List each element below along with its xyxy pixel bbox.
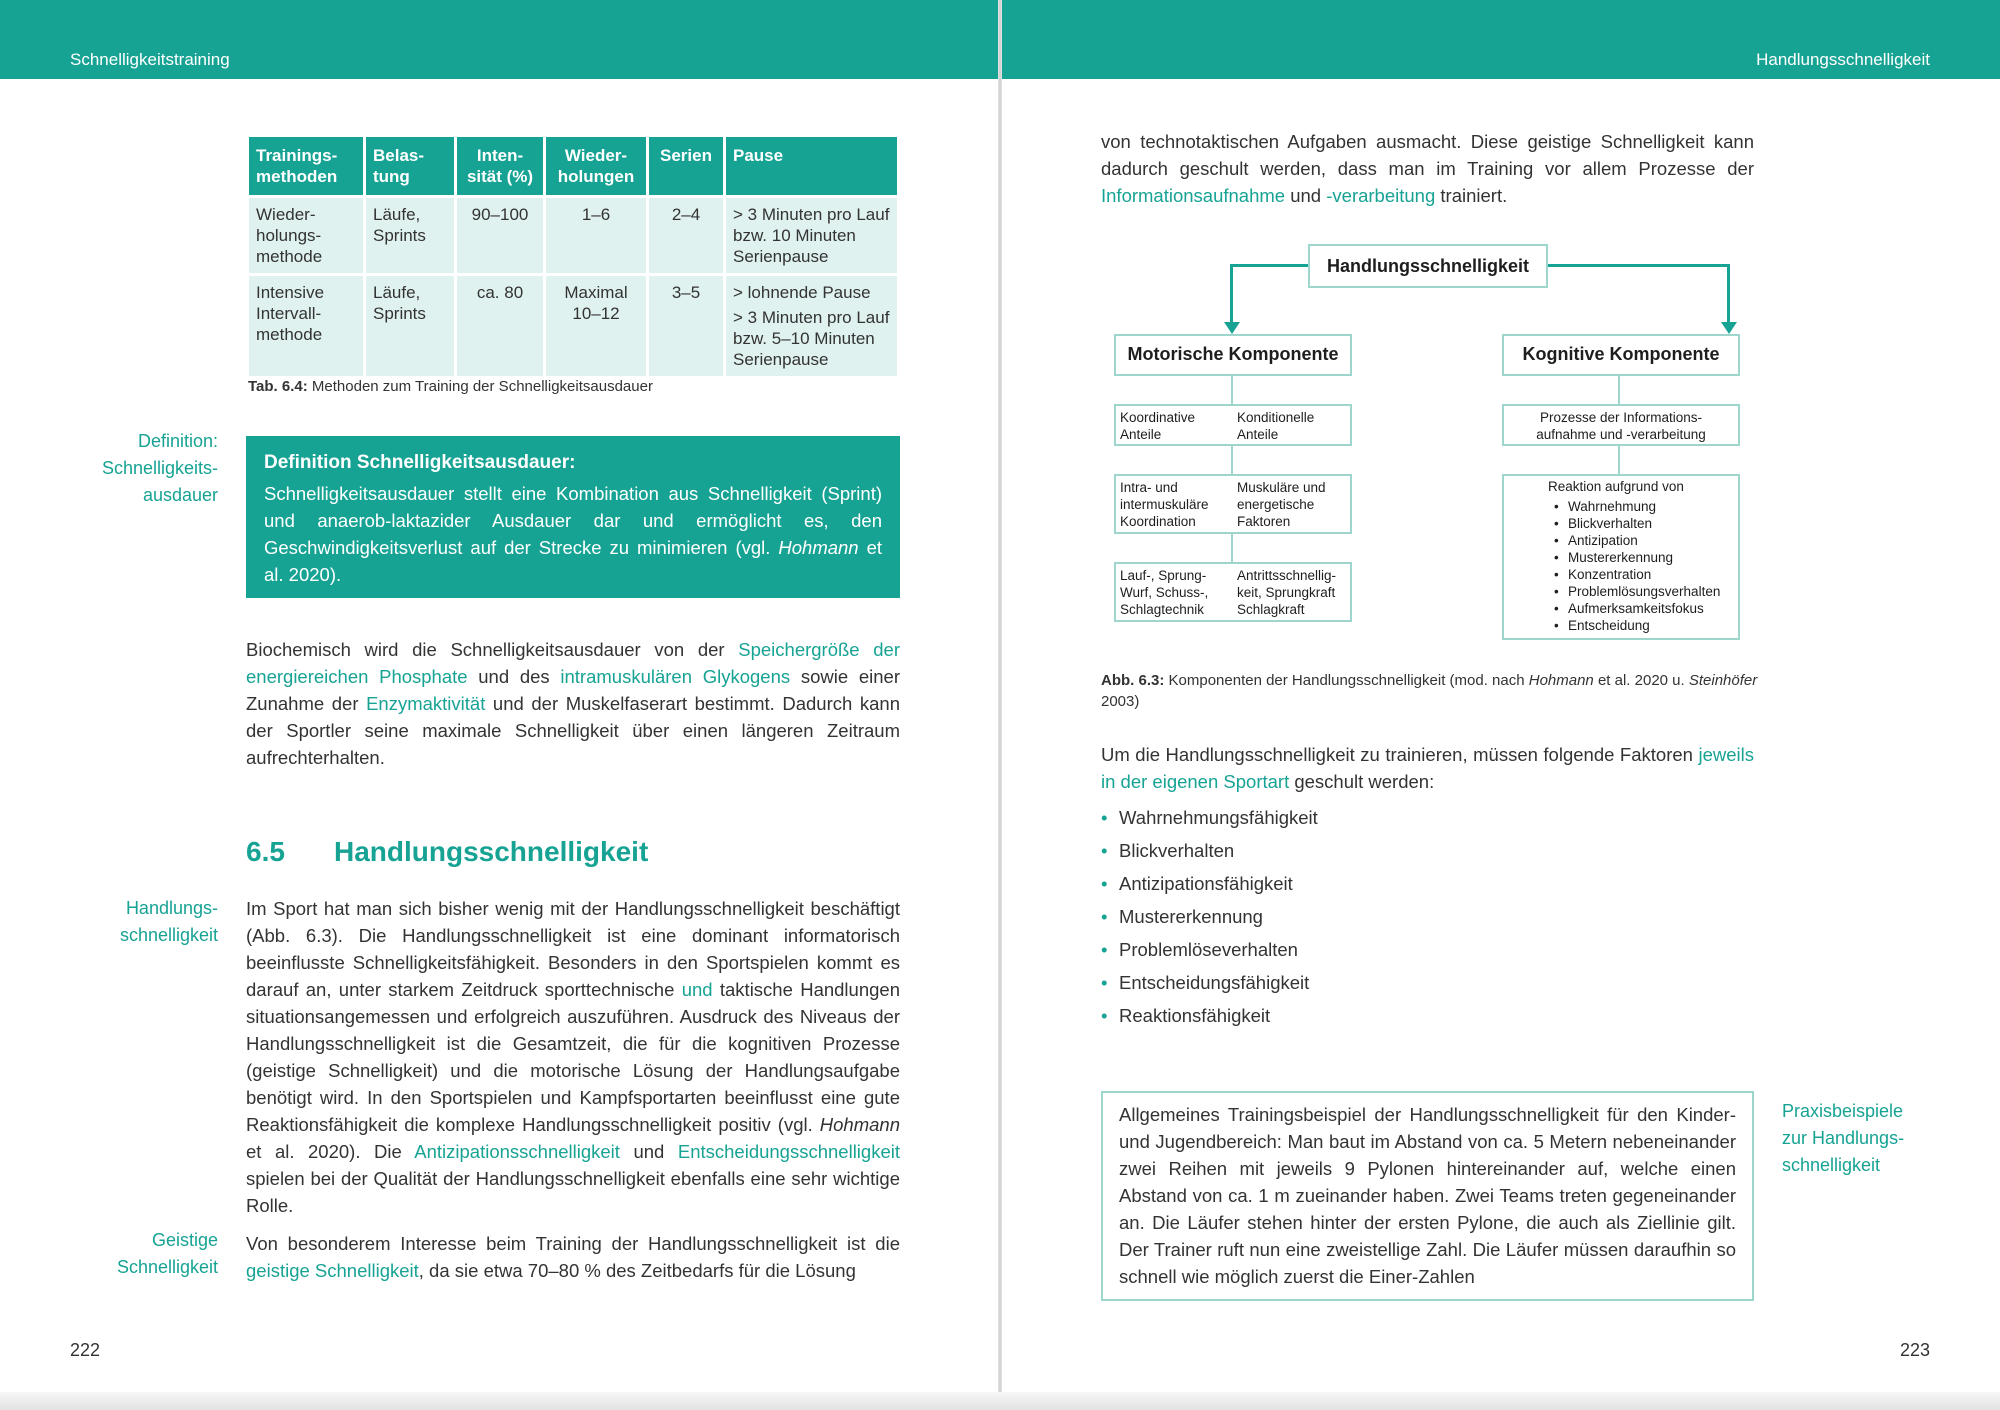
glossary-term[interactable]: Antizipationsschnelligkeit: [414, 1141, 620, 1162]
diagram-motor-row: [1114, 404, 1352, 446]
paragraph-biochemistry: [246, 636, 900, 771]
table-cell: Wieder- holungs- methode: [249, 198, 363, 273]
table-header-cell: Pause: [726, 137, 897, 195]
table-row: [249, 276, 897, 376]
diagram-cell: Intra- und intermuskuläre Koordination: [1120, 480, 1209, 529]
list-item: • Problemlösungsverhalten: [1558, 583, 1738, 600]
table-cell: Intensive Intervall- methode: [249, 276, 363, 376]
margin-note-geistige: Geistige Schnelligkeit: [116, 1230, 218, 1277]
pause-text: > 3 Minuten pro Lauf bzw. 5–10 Minuten Serienpause: [733, 308, 890, 369]
paragraph-intro-right: [1101, 128, 1754, 209]
paragraph-text: Im Sport hat man sich bisher wenig mit der Handlungsschnelligkeit beschäftigt (Abb. 6.3). Die Handlungsschnelligkeit ist eine dominant informatorisch beeinflusste Schnelligkeitsfähigkeit. Besonders in den Sportspielen kommt es darauf an, unter starkem Zeitdruck sporttechnische: [246, 898, 900, 1000]
paragraph-text: et al. 2020). Die: [246, 1141, 415, 1162]
page-number-right: 223: [1899, 1340, 1930, 1360]
glossary-term[interactable]: Informationsaufnahme: [1101, 185, 1286, 206]
definition-text: Schnelligkeitsausdauer stellt eine Kombination aus Schnelligkeit (Sprint) und anaerob-laktazider Ausdauer dar und ermöglicht es, den Geschwindigkeitsverlust auf der Strecke zu minimieren (vgl.: [264, 483, 882, 558]
diagram-cell: Lauf-, Sprung- Wurf, Schuss-, Schlagtechnik: [1120, 568, 1209, 617]
list-item: • Reaktionsfähigkeit: [1101, 999, 1318, 1032]
left-page-header: [0, 0, 998, 79]
paragraph-text: , da sie etwa 70–80 % des Zeitbedarfs für die Lösung: [418, 1260, 856, 1281]
table-header-cell: Trainings- methoden: [249, 137, 363, 195]
list-item: • Entscheidungsfähigkeit: [1101, 966, 1318, 999]
list-item: • Konzentration: [1558, 566, 1738, 583]
section-number: 6.5: [246, 836, 285, 867]
glossary-term[interactable]: Enzymaktivität: [366, 693, 486, 714]
paragraph-text: und: [619, 1141, 678, 1162]
table-row: [249, 198, 897, 273]
diagram-cell: Antrittsschnellig- keit, Sprungkraft Schlagkraft: [1237, 568, 1337, 617]
diagram-motor-row: [1114, 474, 1352, 534]
diagram-cell-title: Reaktion aufgrund von: [1548, 479, 1684, 494]
section-heading: [246, 836, 648, 868]
list-item: • Antizipationsfähigkeit: [1101, 867, 1318, 900]
definition-box: [246, 436, 900, 598]
citation-author: Hohmann: [819, 1114, 900, 1135]
table-cell: 90–100: [457, 198, 543, 273]
left-running-head: Schnelligkeitstraining: [70, 50, 230, 69]
right-page-header: [1002, 0, 2000, 79]
citation-author: Hohmann: [1528, 672, 1594, 689]
paragraph-text: spielen bei der Qualität der Handlungsschnelligkeit ebenfalls eine sehr wichtige Rolle.: [246, 1168, 900, 1216]
table-cell: Maximal 10–12: [546, 276, 646, 376]
definition-text: et al. 2020).: [264, 537, 882, 585]
figure-caption-text: Komponenten der Handlungsschnelligkeit (mod. nach: [1164, 672, 1529, 689]
list-item: • Wahrnehmungsfähigkeit: [1101, 801, 1318, 834]
arrow-down-icon: [1721, 322, 1737, 334]
list-item: • Problemlöseverhalten: [1101, 933, 1318, 966]
paragraph-handlung: [246, 895, 900, 1219]
paragraph-text: und: [1285, 185, 1327, 206]
paragraph-text: trainiert.: [1435, 185, 1508, 206]
paragraph-text: Um die Handlungsschnelligkeit zu trainieren, müssen folgende Faktoren: [1101, 744, 1699, 765]
paragraph-text: sowie einer Zunahme der: [246, 666, 900, 714]
table-header-row: [249, 137, 897, 195]
page-edge-shadow: [0, 1392, 2000, 1410]
table-caption: [248, 378, 653, 395]
table-caption-text: Methoden zum Training der Schnelligkeitsausdauer: [307, 378, 653, 395]
pause-text: > 3 Minuten pro Lauf bzw. 10 Minuten Serienpause: [733, 205, 890, 266]
paragraph-text: und des: [467, 666, 561, 687]
list-item: • Blickverhalten: [1558, 515, 1738, 532]
connector-line: [1544, 264, 1730, 267]
definition-title: Definition Schnelligkeitsausdauer:: [264, 452, 576, 473]
paragraph-text: von technotaktischen Aufgaben ausmacht. Diese geistige Schnelligkeit kann dadurch geschult werden, dass man im Training vor allem Prozesse der: [1101, 131, 1754, 179]
paragraph-text: Von besonderem Interesse beim Training der Handlungsschnelligkeit ist die: [246, 1233, 900, 1254]
methods-table: [246, 134, 900, 379]
diagram-motor-row: [1114, 562, 1352, 622]
table-cell: 3–5: [649, 276, 723, 376]
factors-list: [1101, 801, 1318, 1032]
paragraph-factors-intro: [1101, 741, 1754, 795]
paragraph-text: geschult werden:: [1289, 771, 1435, 792]
table-cell: Läufe, Sprints: [366, 276, 454, 376]
diagram-reaction-list: [1504, 498, 1738, 634]
list-item: • Mustererkennung: [1558, 549, 1738, 566]
diagram-cell: Koordinative Anteile: [1120, 410, 1196, 442]
table-cell: ca. 80: [457, 276, 543, 376]
diagram-cognitive-reaction: [1502, 474, 1740, 640]
diagram-cell: Muskuläre und energetische Faktoren: [1237, 480, 1326, 529]
page-number-left: 222: [70, 1340, 101, 1360]
glossary-term[interactable]: geistige Schnelligkeit: [246, 1260, 419, 1281]
definition-body: [264, 480, 882, 588]
glossary-term[interactable]: Entscheidungsschnelligkeit: [677, 1141, 900, 1162]
section-title: Handlungsschnelligkeit: [334, 836, 649, 867]
glossary-term[interactable]: Speichergröße der energiereichen Phosphate: [246, 639, 900, 687]
figure-caption: [1101, 670, 1761, 712]
list-item: • Wahrnehmung: [1558, 498, 1738, 515]
diagram-motor-label: Motorische Komponente: [1127, 344, 1339, 364]
diagram-cognitive-process: [1502, 404, 1740, 446]
diagram-cognitive-box: [1502, 334, 1740, 376]
glossary-term[interactable]: -verarbeitung: [1326, 185, 1436, 206]
pause-text: > lohnende Pause: [733, 283, 871, 302]
figure-caption-text: et al. 2020 u.: [1593, 672, 1689, 689]
paragraph-geistige: [246, 1230, 900, 1284]
connector-line: [1727, 264, 1730, 326]
margin-note-definition: Definition: Schnelligkeits- ausdauer: [101, 431, 218, 505]
list-item: • Mustererkennung: [1101, 900, 1318, 933]
diagram-motor-box: [1114, 334, 1352, 376]
figure-caption-text: 2003): [1101, 693, 1140, 710]
margin-note-praxis: Praxisbeispiele zur Handlungs- schnelligkeit: [1782, 1101, 1905, 1175]
diagram-cell: Prozesse der Informations- aufnahme und -verarbeitung: [1536, 410, 1706, 442]
table-caption-label: Tab. 6.4:: [248, 378, 308, 395]
right-running-head: Handlungsschnelligkeit: [1756, 50, 1930, 69]
paragraph-text: taktische Handlungen situationsangemessen und erfolgreich auszuführen. Ausdruck des Niveaus der Handlungsschnelligkeit ist die Gesamtzeit, die für die kognitiven Prozesse (geistige Schnelligkeit) und die motorische Lösung der Handlungsaufgabe benötigt wird. In den Sportspielen und Kampfsportarten beeinflusst eine gute Reaktionsfähigkeit die komplexe Handlungsschnelligkeit positiv (vgl.: [246, 979, 900, 1135]
list-item: • Blickverhalten: [1101, 834, 1318, 867]
list-item: • Antizipation: [1558, 532, 1738, 549]
table-header-cell: Inten- sität (%): [457, 137, 543, 195]
citation-author: Steinhöfer: [1688, 672, 1758, 689]
connector-line: [1230, 264, 1233, 326]
citation-author: Hohmann: [778, 537, 859, 558]
diagram-cell: Konditionelle Anteile: [1237, 410, 1315, 442]
figure-caption-label: Abb. 6.3:: [1101, 672, 1165, 689]
paragraph-text: und der Muskelfaserart bestimmt. Dadurch kann der Sportler seine maximale Schnelligkeit über einen längeren Zeitraum aufrechterhalten.: [246, 693, 900, 768]
glossary-term[interactable]: und: [681, 979, 713, 1000]
table-cell: [726, 276, 897, 376]
glossary-term[interactable]: intramuskulären Glykogens: [560, 666, 791, 687]
table-cell: 1–6: [546, 198, 646, 273]
table-cell: Läufe, Sprints: [366, 198, 454, 273]
margin-note-handlung: Handlungs- schnelligkeit: [119, 898, 218, 945]
components-diagram: [1110, 244, 1750, 644]
list-item: • Aufmerksamkeitsfokus: [1558, 600, 1738, 617]
table-header-cell: Wieder- holungen: [546, 137, 646, 195]
diagram-cognitive-label: Kognitive Komponente: [1522, 344, 1720, 364]
table-cell: [726, 198, 897, 273]
table-header-cell: Serien: [649, 137, 723, 195]
table-cell: 2–4: [649, 198, 723, 273]
table-header-cell: Belas- tung: [366, 137, 454, 195]
diagram-root-box: [1308, 244, 1548, 288]
diagram-root-label: Handlungsschnelligkeit: [1326, 256, 1530, 276]
glossary-term[interactable]: jeweils in der eigenen Sportart: [1101, 744, 1754, 792]
arrow-down-icon: [1224, 322, 1240, 334]
list-item: • Entscheidung: [1558, 617, 1738, 634]
paragraph-text: Biochemisch wird die Schnelligkeitsausdauer von der: [246, 639, 739, 660]
example-box: Allgemeines Trainingsbeispiel der Handlungsschnelligkeit für den Kinder- und Jugendbereich: Man baut im Abstand von ca. 5 Metern nebeneinander zwei Reihen mit jeweils 9 Pylonen hintereinander auf, welche einen Abstand von ca. 1 m zueinander haben. Zwei Teams treten gegeneinander an. Die Läufer stehen hinter der ersten Pylone, die auch als Ziellinie gilt. Der Trainer ruft nun eine zweistellige Zahl. Die Läufer müssen daraufhin so schnell wie möglich zuerst die Einer-Zahlen: [1101, 1091, 1754, 1301]
